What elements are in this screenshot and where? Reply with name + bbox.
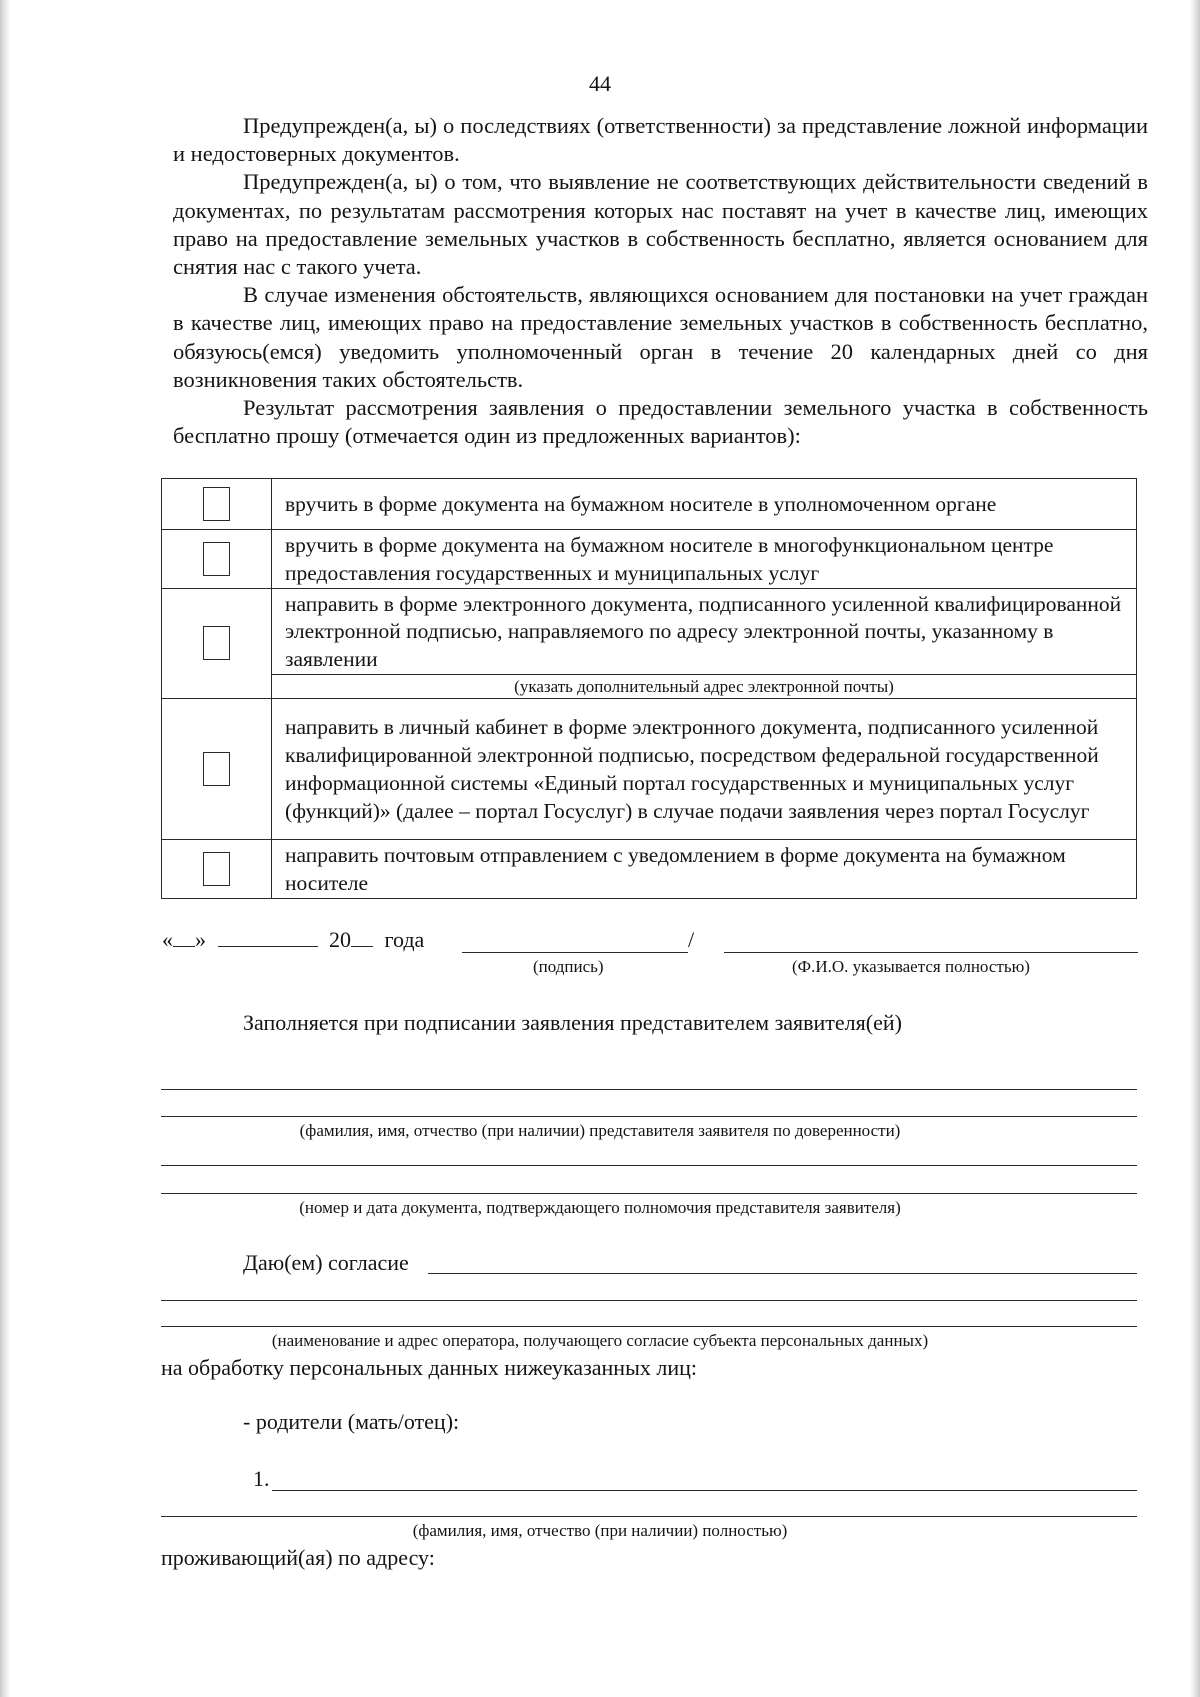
option-label: вручить в форме документа на бумажном носителе в многофункциональном центре предоставления государственных и муниципальных услуг xyxy=(272,530,1137,589)
parents-label: - родители (мать/отец): xyxy=(243,1409,460,1434)
address-label: проживающий(ая) по адресу: xyxy=(161,1545,435,1570)
option-label: направить в форме электронного документа, подписанного усиленной квалифицированной электронной подписью, направляемого по адресу электронной почты, указанному в заявлении xyxy=(272,588,1137,674)
paragraph-warning-false-info: Предупрежден(а, ы) о последствиях (ответственности) за представление ложной информации и недостоверных документов. xyxy=(173,113,1148,167)
option-label: вручить в форме документа на бумажном носителе в уполномоченном органе xyxy=(272,479,1137,530)
representative-doc-caption: (номер и дата документа, подтверждающего полномочия представителя заявителя) xyxy=(299,1198,901,1217)
option-row xyxy=(162,530,1137,589)
month-blank[interactable] xyxy=(218,928,318,947)
signature-line[interactable] xyxy=(462,952,688,953)
representative-heading: Заполняется при подписании заявления представителем заявителя(ей) xyxy=(243,1010,902,1035)
fio-caption: (Ф.И.О. указывается полностью) xyxy=(792,957,1030,976)
scan-edge-right xyxy=(1190,0,1200,1697)
signature-slash: / xyxy=(688,927,695,952)
option-checkbox-mfc[interactable] xyxy=(203,542,230,576)
day-blank[interactable] xyxy=(173,928,195,947)
representative-name-line-1[interactable] xyxy=(161,1089,1137,1090)
year-blank[interactable] xyxy=(351,928,373,947)
parent-fio-caption: (фамилия, имя, отчество (при наличии) полностью) xyxy=(412,1521,788,1540)
option-label: направить почтовым отправлением с уведомлением в форме документа на бумажном носителе xyxy=(272,839,1137,898)
option-checkbox-authority[interactable] xyxy=(203,487,230,521)
representative-doc-line-1[interactable] xyxy=(161,1165,1137,1166)
parent-fio-line-1[interactable] xyxy=(272,1490,1137,1491)
option-row xyxy=(162,588,1137,674)
option-checkbox-gosuslugi[interactable] xyxy=(203,752,230,786)
delivery-options-table xyxy=(161,478,1137,899)
additional-email-caption: (указать дополнительный адрес электронной почты) xyxy=(514,677,894,697)
parent-item-number: 1. xyxy=(253,1466,270,1491)
date-field: « » 20 года xyxy=(162,927,425,952)
parent-fio-line-2[interactable] xyxy=(161,1516,1137,1517)
representative-name-caption: (фамилия, имя, отчество (при наличии) представителя заявителя по доверенности) xyxy=(299,1121,901,1140)
paragraph-result-request: Результат рассмотрения заявления о предоставлении земельного участка в собственность бесплатно прошу (отмечается один из предложенных вариантов): xyxy=(173,395,1148,449)
consent-purpose: на обработку персональных данных нижеуказанных лиц: xyxy=(161,1355,697,1380)
consent-label: Даю(ем) согласие xyxy=(243,1250,409,1275)
option-row xyxy=(162,479,1137,530)
representative-name-line-2[interactable] xyxy=(161,1116,1137,1117)
fio-line[interactable] xyxy=(724,952,1138,953)
operator-caption: (наименование и адрес оператора, получающего согласие субъекта персональных данных) xyxy=(271,1331,929,1350)
additional-email-field[interactable] xyxy=(272,674,1137,698)
paragraph-notify-obligation: В случае изменения обстоятельств, являющихся основанием для постановки на учет граждан в качестве лиц, имеющих право на предоставление земельных участков в собственность бесплатно, обязуюсь(емся) уведомить уполномоченный орган в течение 20 календарных дней со дня возникновения таких обстоятельств. xyxy=(173,282,1148,392)
option-row xyxy=(162,839,1137,898)
intro-text xyxy=(173,112,1148,450)
signature-caption: (подпись) xyxy=(533,957,604,976)
representative-doc-line-2[interactable] xyxy=(161,1193,1137,1194)
page-number: 44 xyxy=(589,71,611,96)
operator-line-1[interactable] xyxy=(428,1273,1137,1274)
operator-line-2[interactable] xyxy=(161,1300,1137,1301)
option-label: направить в личный кабинет в форме электронного документа, подписанного усиленной квалифицированной электронной подписью, посредством федеральной государственной информационной системы «Единый портал государственных и муниципальных услуг (функций)» (далее – портал Госуслуг) в случае подачи заявления через портал Госуслуг xyxy=(272,698,1137,839)
scan-edge-left xyxy=(0,0,10,1697)
operator-line-3[interactable] xyxy=(161,1326,1137,1327)
option-row xyxy=(162,698,1137,839)
option-checkbox-post[interactable] xyxy=(203,852,230,886)
option-checkbox-email[interactable] xyxy=(203,626,230,660)
paragraph-warning-deregistration: Предупрежден(а, ы) о том, что выявление не соответствующих действительности сведений в документах, по результатам рассмотрения которых нас поставят на учет в качестве лиц, имеющих право на предоставление земельных участков в собственность бесплатно, является основанием для снятия нас с такого учета. xyxy=(173,169,1148,280)
option-note-row xyxy=(162,674,1137,698)
